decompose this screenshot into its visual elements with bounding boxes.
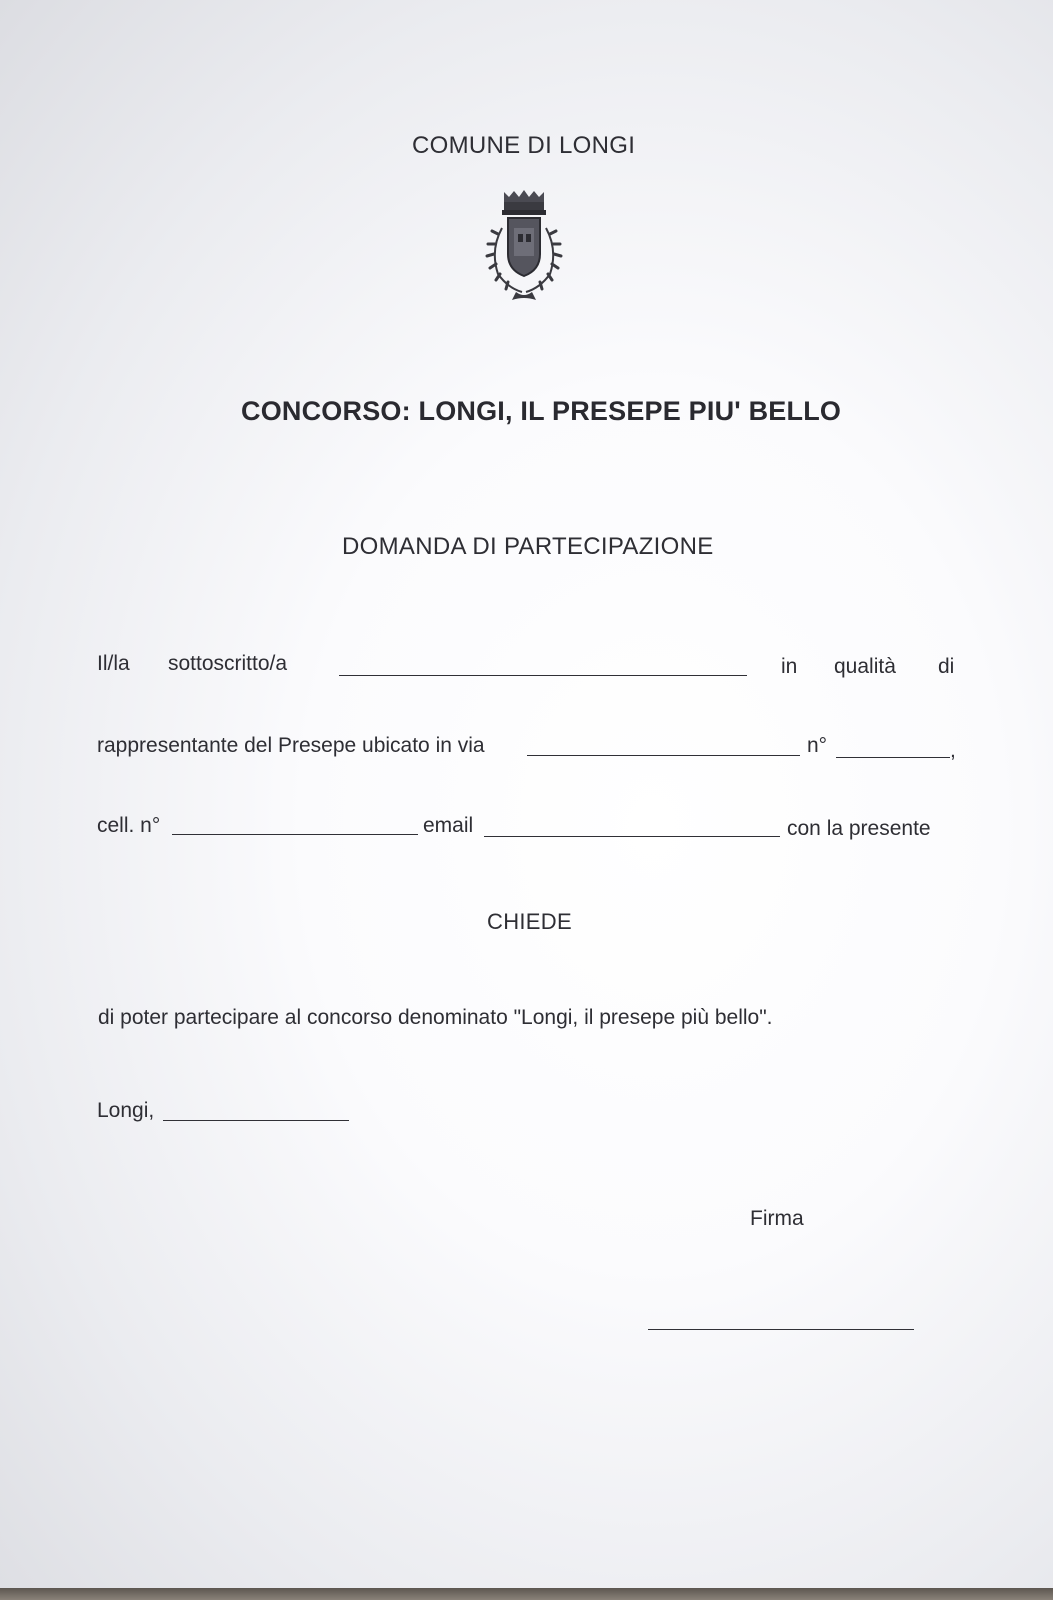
email-field-line[interactable] <box>484 836 780 837</box>
chiede-heading: CHIEDE <box>487 909 572 934</box>
table-surface <box>0 1588 1053 1600</box>
line3-email-label: email <box>423 814 474 837</box>
line1-qualita: qualità <box>834 655 896 678</box>
coat-of-arms-icon <box>478 188 570 306</box>
participation-statement: di poter partecipare al concorso denominato "Longi, il presepe più bello". <box>98 1006 773 1029</box>
phone-field-line[interactable] <box>172 834 418 835</box>
signature-label: Firma <box>750 1207 804 1230</box>
name-field-line[interactable] <box>339 675 747 676</box>
municipality-header: COMUNE DI LONGI <box>412 132 636 159</box>
line3-cell-label: cell. n° <box>97 814 161 837</box>
document-subtitle: DOMANDA DI PARTECIPAZIONE <box>342 533 714 560</box>
line2-presepe-address-label: rappresentante del Presepe ubicato in via <box>97 734 485 757</box>
street-field-line[interactable] <box>527 755 800 756</box>
line1-in: in <box>781 655 798 678</box>
signature-line[interactable] <box>648 1329 914 1330</box>
street-number-field-line[interactable] <box>836 757 950 758</box>
line3-con-la-presente: con la presente <box>787 817 931 840</box>
line1-di: di <box>938 655 955 678</box>
document-title: CONCORSO: LONGI, IL PRESEPE PIU' BELLO <box>241 396 842 426</box>
line2-comma: , <box>950 739 956 762</box>
line2-number-label: n° <box>807 734 828 757</box>
line1-il-la: Il/la <box>97 652 130 675</box>
place-label: Longi, <box>97 1099 155 1122</box>
line1-sottoscritto: sottoscritto/a <box>168 652 288 675</box>
date-field-line[interactable] <box>163 1120 349 1121</box>
